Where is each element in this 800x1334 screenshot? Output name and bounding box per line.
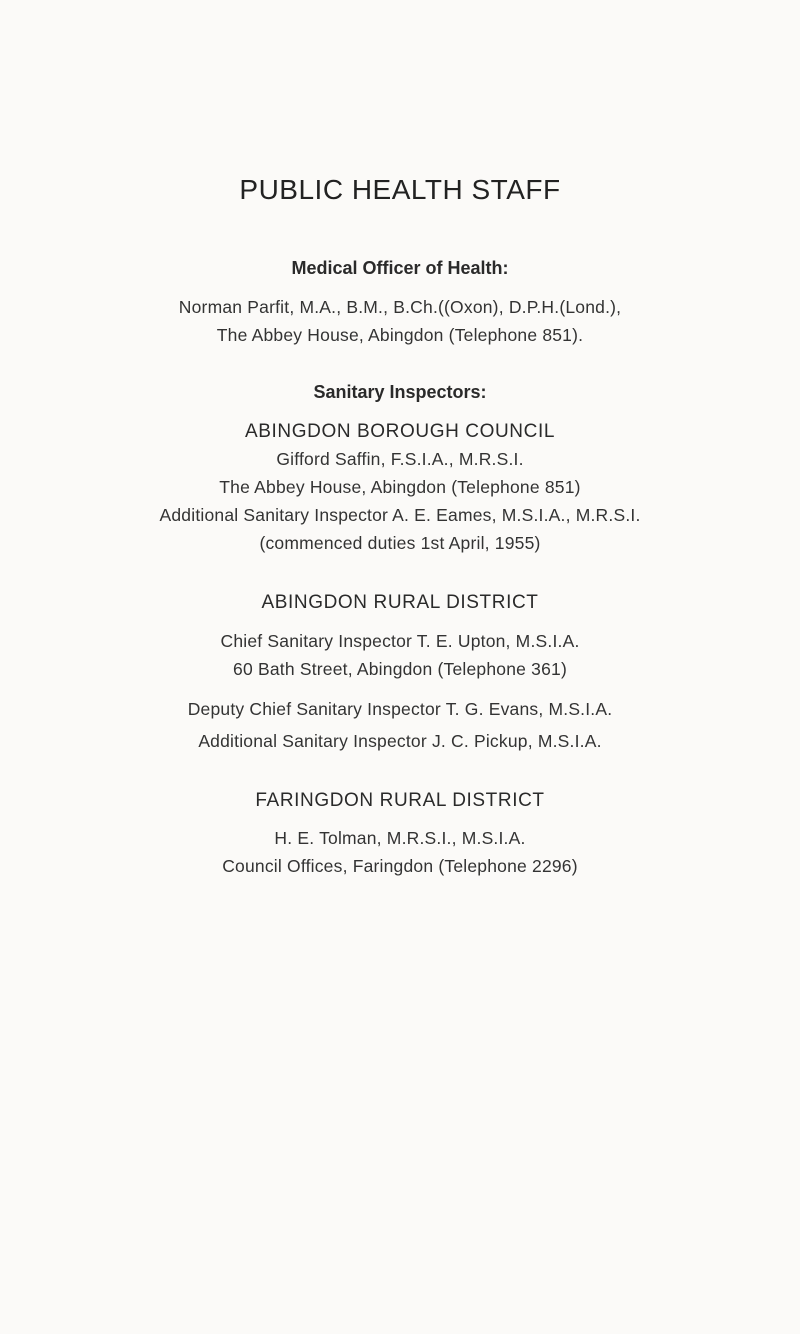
rural-chief-inspector: Chief Sanitary Inspector T. E. Upton, M.S.I.A.	[220, 631, 580, 651]
faringdon-inspector-address: Council Offices, Faringdon (Telephone 2296)	[222, 856, 578, 876]
borough-commencement-note: (commenced duties 1st April, 1955)	[259, 533, 541, 553]
rural-deputy-inspector: Deputy Chief Sanitary Inspector T. G. Evans, M.S.I.A.	[187, 699, 613, 719]
medical-officer-address: The Abbey House, Abingdon (Telephone 851).	[216, 325, 584, 345]
faringdon-inspector-name: H. E. Tolman, M.R.S.I., M.S.I.A.	[274, 828, 526, 848]
rural-additional-inspector: Additional Sanitary Inspector J. C. Pickup, M.S.I.A.	[198, 731, 602, 751]
abingdon-borough-council-heading: ABINGDON BOROUGH COUNCIL	[245, 421, 555, 442]
page-title: PUBLIC HEALTH STAFF	[239, 174, 561, 205]
medical-officer-heading: Medical Officer of Health:	[291, 258, 509, 278]
abingdon-rural-district-heading: ABINGDON RURAL DISTRICT	[261, 592, 539, 613]
medical-officer-name: Norman Parfit, M.A., B.M., B.Ch.((Oxon), D.P.H.(Lond.),	[178, 297, 622, 317]
borough-inspector-address: The Abbey House, Abingdon (Telephone 851)	[219, 477, 581, 497]
rural-chief-address: 60 Bath Street, Abingdon (Telephone 361)	[233, 659, 567, 679]
borough-inspector-name: Gifford Saffin, F.S.I.A., M.R.S.I.	[276, 449, 524, 469]
borough-additional-inspector: Additional Sanitary Inspector A. E. Eames, M.S.I.A., M.R.S.I.	[159, 505, 641, 525]
faringdon-rural-district-heading: FARINGDON RURAL DISTRICT	[255, 790, 545, 811]
sanitary-inspectors-heading: Sanitary Inspectors:	[313, 382, 487, 402]
